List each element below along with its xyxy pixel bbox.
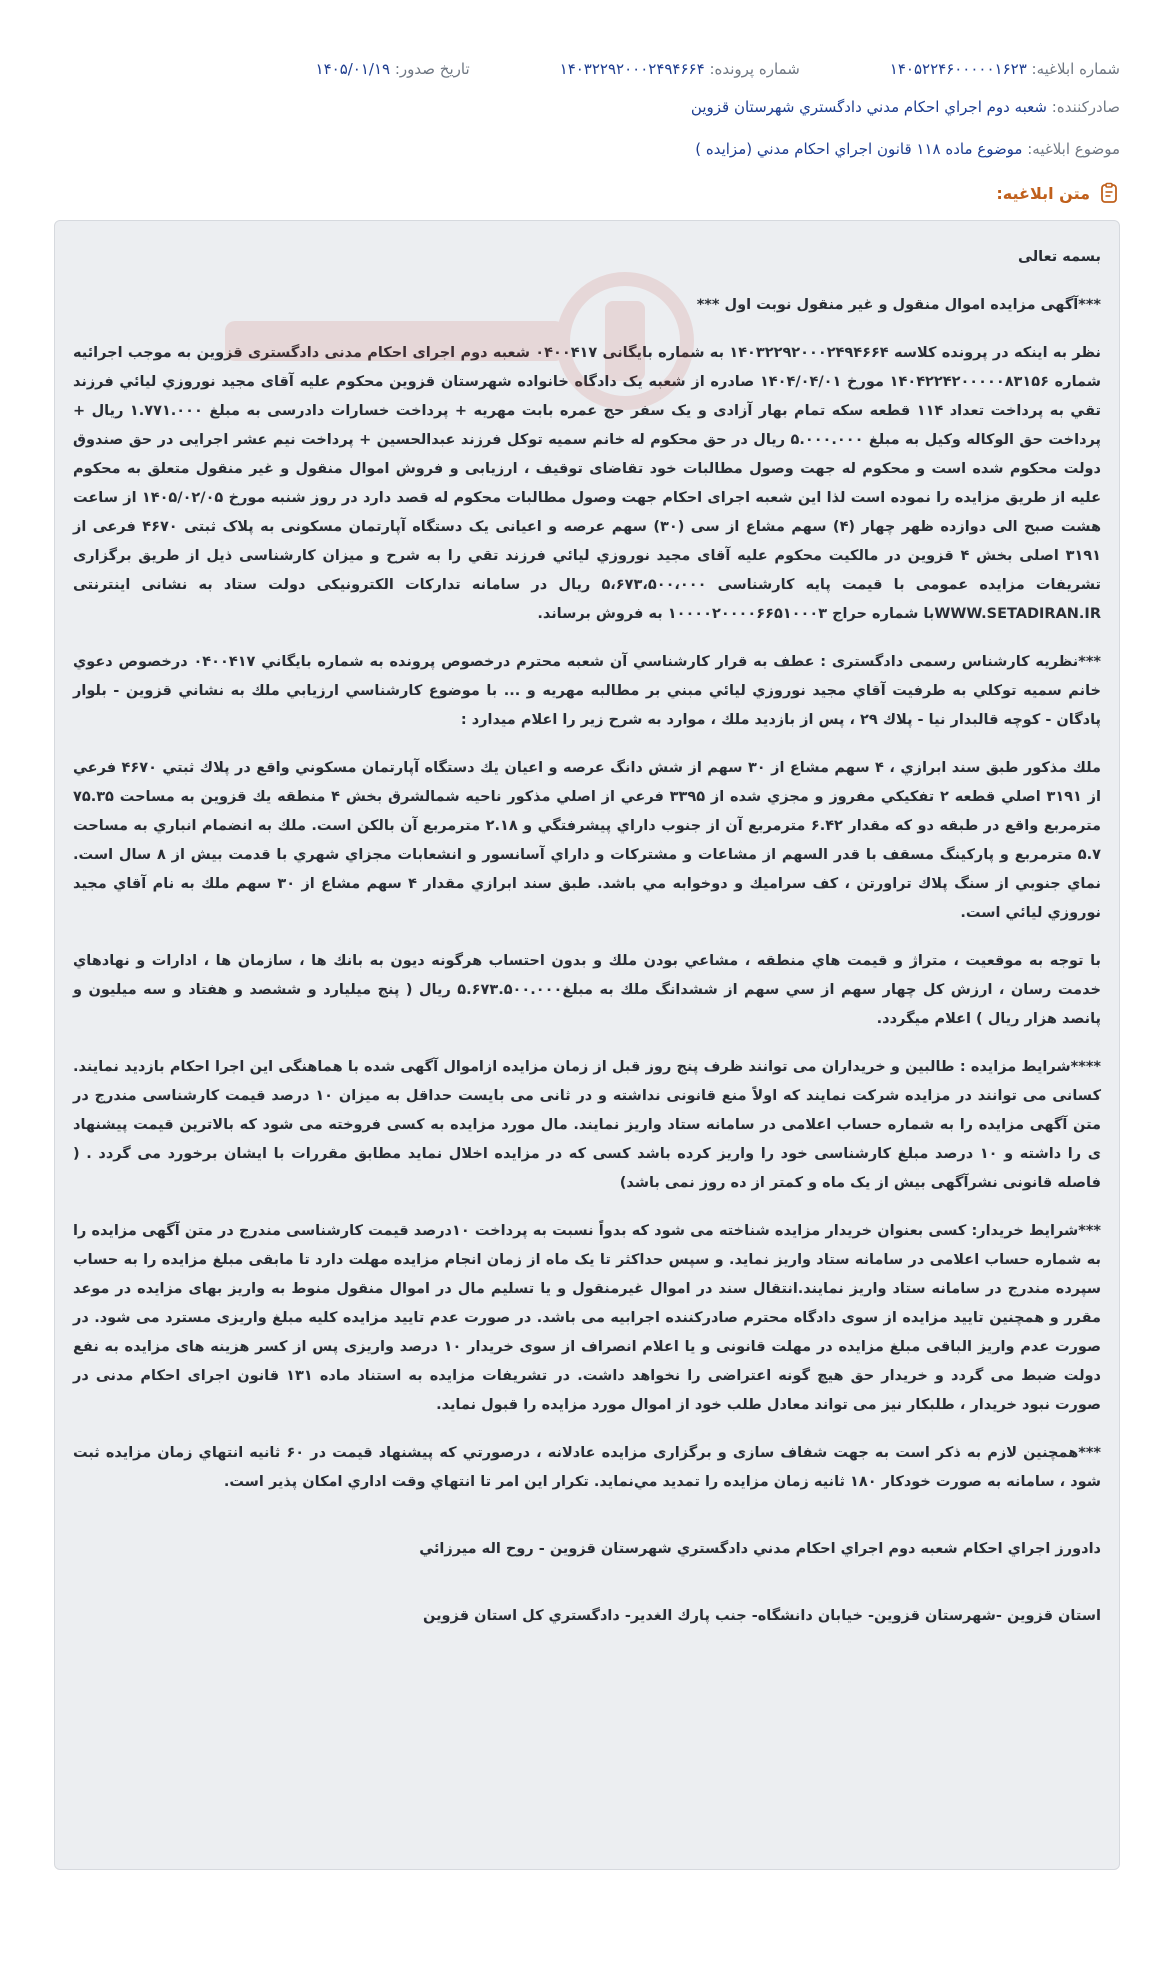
body-paragraph-extension: ***همچنین لازم به ذکر است به جهت شفاف سازی و برگزاری مزایده عادلانه ، درصورتي که پيشنهاد قيمت در ۶۰ ثانيه انتهاي زمان مزايده ثبت شود ، سامانه به صورت خودکار ۱۸۰ ثانيه زمان مزايده را تمديد مي‌نمايد. تکرار اين امر تا انتهاي وقت اداري امکان پذير است. bbox=[73, 1445, 1101, 1490]
subject-line bbox=[54, 136, 1120, 162]
notice-number-value: ۱۴۰۵۲۲۴۶۰۰۰۰۰۱۶۲۳ bbox=[889, 60, 1027, 78]
meta-row bbox=[54, 56, 1120, 82]
notice-number bbox=[890, 56, 1120, 82]
issuer-value: شعبه دوم اجراي احكام مدني دادگستري شهرستان قزوين bbox=[690, 98, 1047, 116]
issue-date-label: تاريخ صدور: bbox=[394, 60, 470, 78]
section-title: متن ابلاغيه: bbox=[996, 183, 1090, 203]
body-address: استان قزوين -شهرستان قزوين- خيابان دانشگاه- جنب پارك الغدير- دادگستري كل استان قزوين bbox=[423, 1608, 1101, 1624]
body-paragraph-property: ملك مذكور طبق سند ابرازي ، ۴ سهم مشاع از ۳۰ سهم از شش دانگ عرصه و اعيان يك دستگاه آپارتمان مسكوني واقع در پلاك ثبتي ۴۶۷۰ فرعي از ۳۱۹۱ اصلي قطعه ۲ تفكيكي مفروز و مجزي شده از ۳۳۹۵ فرعي از اصلي مذكور ناحيه شمالشرق بخش ۴ منطقه يك قزوين به مساحت ۷۵.۳۵ مترمربع واقع در طبقه دو كه مقدار ۶.۴۲ مترمربع آن از جنوب داراي پيشرفتگي و ۲.۱۸ مترمربع آن بالكن است. ملك به انضمام انباري به مساحت ۵.۷ مترمربع و پاركينگ مسقف با قدر السهم از مشاعات و مشتركات و داراي آسانسور و انشعابات مجزاي شهري با قدمت بيش از ۸ سال است. نماي جنوبي از سنگ پلاك تراورتن ، كف سراميك و دوخوابه مي باشد. طبق سند ابرازي مقدار ۴ سهم مشاع از ۳۰ سهم ملك به نام آقاي مجيد نوروزي ليائي است. bbox=[73, 760, 1102, 921]
subject-label: موضوع ابلاغيه: bbox=[1027, 140, 1120, 158]
body-paragraph-auction-terms: ****شرایط مزایده : طالبین و خریداران می توانند ظرف پنج روز قبل از زمان مزایده ازاموال آگهی شده با هماهنگی این اجرا احکام بازدید نمایند. کسانی می توانند در مزایده شرکت نمایند که اولاً منع قانونی نداشته و در ثانی می بایست حداقل به میزان ۱۰ درصد قیمت کارشناسی مندرج در متن آگهی مزایده را به شماره حساب اعلامی در سامانه ستاد واریز نمایند. مال مورد مزایده به کسی فروخته می شود که بالاترین قیمت پیشنهاد ی را داشته و ۱۰ درصد مبلغ کارشناسی خود را واریز کرده باشد کسی که در مزایده اخلال نماید مطابق مقررات با ایشان برخورد می گردد . ( فاصله قانونی نشرآگهی بیش از یک ماه و کمتر از ده روز نمی باشد) bbox=[73, 1059, 1101, 1191]
issue-date-value: ۱۴۰۵/۰۱/۱۹ bbox=[315, 60, 391, 78]
notice-body bbox=[54, 220, 1120, 1870]
issuer-line bbox=[54, 94, 1120, 120]
body-paragraph-main: نظر به اینکه در پرونده کلاسه ۱۴۰۳۲۲۹۲۰۰۰۲۴۹۴۶۶۴ به شماره بایگانی ۰۴۰۰۴۱۷ شعبه دوم اجرای احکام مدنی دادگستری قزوین به موجب اجرائیه شماره ۱۴۰۴۲۲۴۲۰۰۰۰۰۸۳۱۵۶ مورخ ۱۴۰۴/۰۴/۰۱ صادره از شعبه یک دادگاه خانواده شهرستان قزوین محکوم علیه آقای مجید نوروزي ليائي فرزند تقي به پرداخت تعداد ۱۱۴ قطعه سکه تمام بهار آزادی و یک سفر حج عمره بابت مهریه + پرداخت خسارات دادرسی به مبلغ ۱.۷۷۱.۰۰۰ ریال + پرداخت حق الوکاله وکیل به مبلغ ۵.۰۰۰.۰۰۰ ریال در حق محکوم له خانم سمیه توکل فرزند عبدالحسین + پرداخت نیم عشر اجرایی در حق صندوق دولت محکوم شده است و محکوم له جهت وصول مطالبات خود تقاضای توقیف ، ارزیابی و فروش اموال منقول و غیر منقول متعلق به محکوم علیه از طریق مزایده را نموده است لذا این شعبه اجرای احکام جهت وصول مطالبات محکوم له قصد دارد در روز شنبه مورخ ۱۴۰۵/۰۲/۰۵ از ساعت هشت صبح الی دوازده ظهر چهار (۴) سهم مشاع از سی (۳۰) سهم عرصه و اعیانی یک دستگاه آپارتمان مسکونی به پلاک ثبتی ۴۶۷۰ فرعی از ۳۱۹۱ اصلی بخش ۴ قزوین در مالکیت محکوم علیه آقای مجید نوروزي ليائي فرزند تقي را به شرح و میزان کارشناسی ذیل از طریق برگزاری تشریفات مزایده عمومی با قیمت پایه کارشناسی ۵،۶۷۳،۵۰۰،۰۰۰ ریال در سامانه تدارکات الکترونیکی دولت ستاد به نشانی اینترنتی WWW.SETADIRAN.IRبا شماره حراج ۱۰۰۰۰۲۰۰۰۰۶۶۵۱۰۰۰۳ به فروش برساند. bbox=[73, 345, 1102, 622]
body-heading: ***آگهی مزایده اموال منقول و غیر منقول نوبت اول *** bbox=[696, 297, 1101, 313]
issue-date bbox=[316, 56, 470, 82]
case-number bbox=[560, 56, 800, 82]
section-header bbox=[54, 182, 1120, 204]
document-text-icon bbox=[1098, 182, 1120, 204]
issuer-label: صادرکننده: bbox=[1051, 98, 1120, 116]
notice-number-label: شماره ابلاغيه: bbox=[1031, 60, 1120, 78]
body-basmala: بسمه تعالی bbox=[1018, 249, 1101, 265]
notice-page bbox=[54, 0, 1120, 1870]
body-paragraph-expert: ***نظريه كارشناس رسمی دادگستری : عطف به قرار كارشناسي آن شعبه محترم درخصوص پرونده به شماره بايگاني ۰۴۰۰۴۱۷ درخصوص دعوي خانم سميه توكلي به طرفيت آقاي مجيد نوروزي ليائي مبني بر مطالبه مهريه و ... با موضوع كارشناسي ارزيابي ملك به نشاني قزوين - بلوار پادگان - كوچه قالبدار نيا - پلاك ۲۹ ، پس از بازديد ملك ، موارد به شرح زير را اعلام ميدارد : bbox=[73, 654, 1101, 728]
body-paragraph-buyer-terms: ***شرایط خریدار: کسی بعنوان خریدار مزایده شناخته می شود که بدواً نسبت به پرداخت ۱۰درصد قیمت کارشناسی مندرج در متن آگهی مزایده را به شماره حساب اعلامی در سامانه ستاد واریز نماید. و سپس حداکثر تا یک ماه از زمان انجام مزایده مهلت دارد تا مابقی مبلغ مزایده را به حساب سپرده مندرج در سامانه ستاد واریز نمایند.انتقال سند در اموال غیرمنقول و یا تسلیم مال در اموال منقول منوط به واریز بهای مزایده در موعد مقرر و همچنین تایید مزایده از سوی دادگاه محترم صادرکننده اجرابیه می باشد. در صورت عدم تایید مزایده کلیه مبلغ واریزی مسترد می شود. در صورت عدم واریز الباقی مبلغ مزایده در مهلت قانونی و یا اعلام انصراف از سوی خریدار ۱۰ درصد واریزی پس از کسر هزینه های مزایده به نفع دولت ضبط می گردد و خریدار حق هیچ گونه اعتراضی را نخواهد داشت. در تشریفات مزایده به استناد ماده ۱۳۱ قانون اجرای احکام مدنی در صورت نبود خریدار ، طلبکار نیز می تواند معادل طلب خود از اموال مورد مزایده را قبول نماید. bbox=[73, 1223, 1101, 1413]
body-signature: دادورز اجراي احكام شعبه دوم اجراي احكام مدني دادگستري شهرستان قزوين - روح اله ميرزائي bbox=[419, 1541, 1101, 1557]
subject-value: موضوع ماده ۱۱۸ قانون اجراي احكام مدني (مزايده ) bbox=[695, 140, 1023, 158]
case-number-label: شماره پرونده: bbox=[709, 60, 800, 78]
case-number-value: ۱۴۰۳۲۲۹۲۰۰۰۲۴۹۴۶۶۴ bbox=[559, 60, 705, 78]
body-paragraph-valuation: با توجه به موقعيت ، متراژ و قيمت هاي منطقه ، مشاعي بودن ملك و بدون احتساب هرگونه ديون به بانك ها ، سازمان ها ، ادارات و نهادهاي خدمت رسان ، ارزش كل چهار سهم از سي سهم از ششدانگ ملك به مبلغ۵.۶۷۳.۵۰۰.۰۰۰ ريال ( پنج ميليارد و ششصد و هفتاد و سه ميليون و پانصد هزار ريال ) اعلام ميگردد. bbox=[73, 953, 1101, 1027]
